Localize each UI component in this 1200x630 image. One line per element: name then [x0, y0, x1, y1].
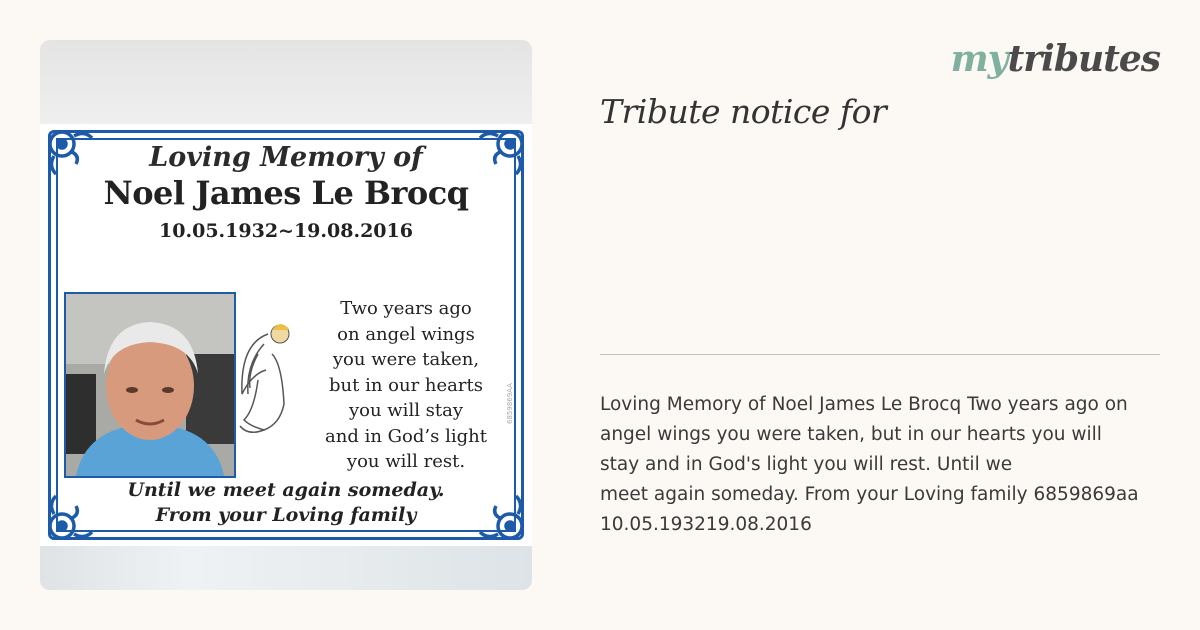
page-title: Tribute notice for	[600, 92, 887, 131]
poem-line: you will rest.	[346, 451, 466, 472]
closing-line: Until we meet again someday.	[127, 479, 445, 501]
description-line: Loving Memory of Noel James Le Brocq Two years ago on	[600, 394, 1128, 415]
tribute-notice-image	[40, 40, 532, 590]
deceased-name: Noel James Le Brocq	[103, 174, 469, 212]
poem-line: Two years ago	[340, 298, 472, 319]
poem-verse	[308, 296, 504, 475]
portrait-photo	[64, 292, 236, 478]
poem-line: but in our hearts	[329, 374, 483, 396]
description-line: angel wings you were taken, but in our hearts you will	[600, 424, 1102, 445]
logo-part-my: my	[950, 38, 1008, 80]
poem-line: you were taken,	[332, 349, 480, 370]
closing-line: From your Loving family	[155, 504, 417, 526]
description-line: meet again someday. From your Loving family 6859869aa	[600, 484, 1139, 505]
closing-message	[40, 478, 532, 528]
logo-part-tributes: tributes	[1007, 38, 1160, 80]
notice-heading: Loving Memory of	[149, 142, 423, 173]
tribute-description	[600, 390, 1190, 540]
mytributes-logo	[951, 38, 1160, 80]
notice-reference-code: 6859869AA	[506, 383, 514, 424]
divider	[600, 354, 1160, 355]
life-dates: 10.05.1932~19.08.2016	[159, 220, 413, 242]
description-line: stay and in God's light you will rest. Until we	[600, 454, 1013, 475]
angel-illustration	[238, 314, 310, 444]
notice-card	[40, 124, 532, 546]
poem-line: on angel wings	[337, 323, 475, 345]
description-line: 10.05.193219.08.2016	[600, 514, 812, 535]
poem-line: you will stay	[348, 400, 464, 421]
poem-line: and in God’s light	[325, 425, 487, 447]
